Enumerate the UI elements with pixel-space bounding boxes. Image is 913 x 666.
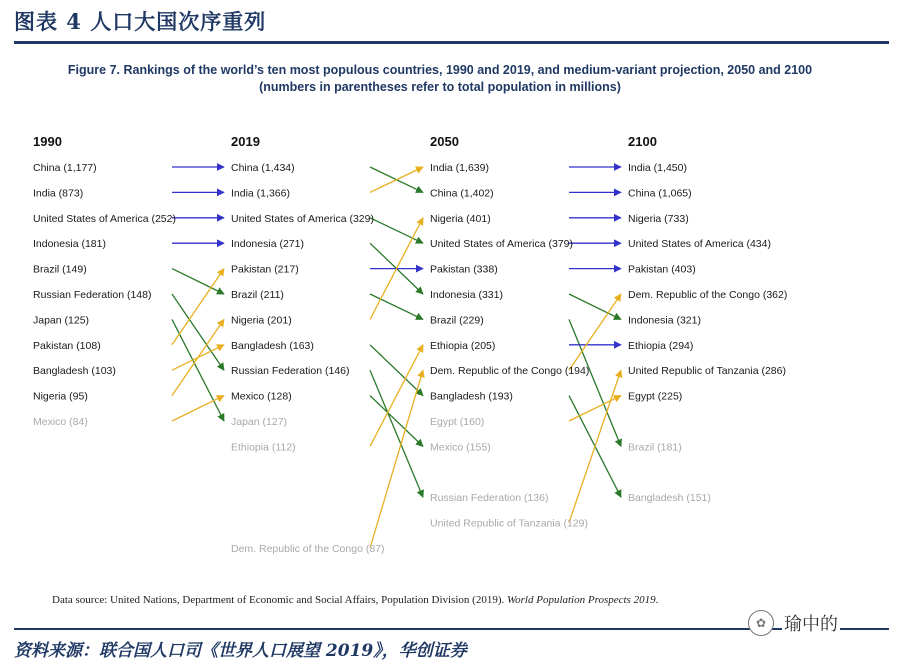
rank-entry: Mexico (155): [430, 441, 491, 454]
rank-entry: Egypt (225): [628, 390, 683, 403]
watermark-text: 瑜中的: [782, 610, 840, 636]
rank-entry: Dem. Republic of the Congo (362): [628, 289, 788, 301]
rank-entry: China (1,177): [33, 162, 97, 174]
rank-entry: India (1,450): [628, 162, 687, 174]
rank-entry: Indonesia (271): [231, 238, 304, 251]
rank-change-arrow: [370, 370, 423, 497]
rank-entry: China (1,434): [231, 162, 295, 174]
rank-entry: Indonesia (321): [628, 314, 701, 327]
rank-entry: Russian Federation (146): [231, 365, 350, 378]
rank-entry: Mexico (128): [231, 390, 292, 403]
rank-entry: Dem. Republic of the Congo (87): [231, 543, 385, 555]
figure-header: [0, 0, 913, 46]
rank-entry: Ethiopia (112): [231, 441, 296, 454]
figure-title: 图表 4 人口大国次序重列: [14, 9, 267, 34]
column-header-2100: 2100: [628, 134, 657, 149]
rank-change-arrow: [370, 218, 423, 243]
rank-entry: Japan (125): [33, 314, 90, 327]
rank-entry: Pakistan (403): [628, 263, 696, 276]
rank-entry: Brazil (229): [430, 314, 484, 327]
rank-entry: Nigeria (201): [231, 314, 292, 327]
rank-entry: Pakistan (217): [231, 263, 299, 276]
chart-title: Figure 7. Rankings of the world’s ten most populous countries, 1990 and 2019, and medium-variant projection, 2050 and 2100 (numbers in parentheses refer to total population in millions): [67, 63, 813, 94]
header-rule: [14, 41, 889, 44]
rank-entry: United States of America (252): [33, 212, 176, 225]
rank-entry: Russian Federation (148): [33, 289, 152, 301]
rank-entry: United States of America (434): [628, 238, 771, 251]
rank-entry: India (1,366): [231, 187, 290, 200]
rank-change-arrow: [569, 319, 621, 446]
data-source-suffix: .: [655, 594, 659, 606]
rank-entry: Brazil (149): [33, 263, 87, 276]
rank-change-arrow: [172, 396, 224, 421]
rank-entry: Ethiopia (294): [628, 339, 694, 352]
rank-entry: Russian Federation (136): [430, 492, 549, 505]
rank-entry: Bangladesh (103): [33, 365, 116, 378]
rank-entry: Ethiopia (205): [430, 339, 496, 352]
rank-entry: Indonesia (331): [430, 289, 503, 301]
column-header-2019: 2019: [231, 134, 260, 149]
rank-change-arrow: [569, 294, 621, 319]
rank-entry: China (1,402): [430, 187, 494, 200]
ranking-chart: [0, 120, 913, 570]
column-header-2050: 2050: [430, 134, 459, 149]
rank-change-arrow: [569, 294, 621, 370]
rank-change-arrow: [172, 269, 224, 294]
data-source-prefix: Data source: United Nations, Department of Economic and Social Affairs, Population Division (2019).: [52, 594, 505, 606]
rank-entry: Japan (127): [231, 416, 288, 428]
rank-entry: Bangladesh (193): [430, 390, 513, 403]
rank-entry: Bangladesh (151): [628, 492, 711, 505]
rank-entry: Dem. Republic of the Congo (194): [430, 365, 590, 378]
rank-entry: Nigeria (95): [33, 390, 88, 403]
rank-entry: United Republic of Tanzania (286): [628, 365, 786, 378]
rank-entry: Bangladesh (163): [231, 339, 314, 352]
column-header-1990: 1990: [33, 134, 62, 149]
rank-change-arrow: [370, 294, 423, 319]
rank-entry: United Republic of Tanzania (129): [430, 517, 588, 530]
rank-change-arrow: [569, 396, 621, 421]
source-line: 资料来源：联合国人口司《世界人口展望 2019》，华创证券: [14, 641, 467, 661]
rank-change-arrow: [172, 319, 224, 421]
watermark: [748, 608, 898, 638]
rank-change-arrow: [172, 294, 224, 370]
rank-entry: Indonesia (181): [33, 238, 106, 251]
rank-change-arrow: [172, 269, 224, 345]
rank-entry: Brazil (181): [628, 441, 682, 454]
labels-layer: [33, 134, 787, 555]
rank-change-arrow: [370, 396, 423, 447]
rank-entry: India (873): [33, 187, 84, 200]
wechat-icon: ✿: [748, 610, 774, 636]
rank-entry: Pakistan (108): [33, 339, 101, 352]
rank-entry: United States of America (379): [430, 238, 573, 251]
rank-entry: Brazil (211): [231, 289, 284, 301]
rank-entry: Mexico (84): [33, 416, 88, 428]
rank-entry: Pakistan (338): [430, 263, 498, 276]
data-source-title: World Population Prospects 2019: [506, 594, 656, 606]
rank-entry: China (1,065): [628, 187, 692, 200]
rank-entry: Nigeria (401): [430, 212, 491, 225]
rank-change-arrow: [172, 319, 224, 395]
rank-entry: Egypt (160): [430, 416, 485, 428]
data-source-note: [52, 594, 658, 606]
rank-entry: India (1,639): [430, 162, 489, 174]
rank-entry: United States of America (329): [231, 212, 374, 225]
rank-entry: Nigeria (733): [628, 212, 689, 225]
rank-change-arrow: [569, 370, 621, 522]
